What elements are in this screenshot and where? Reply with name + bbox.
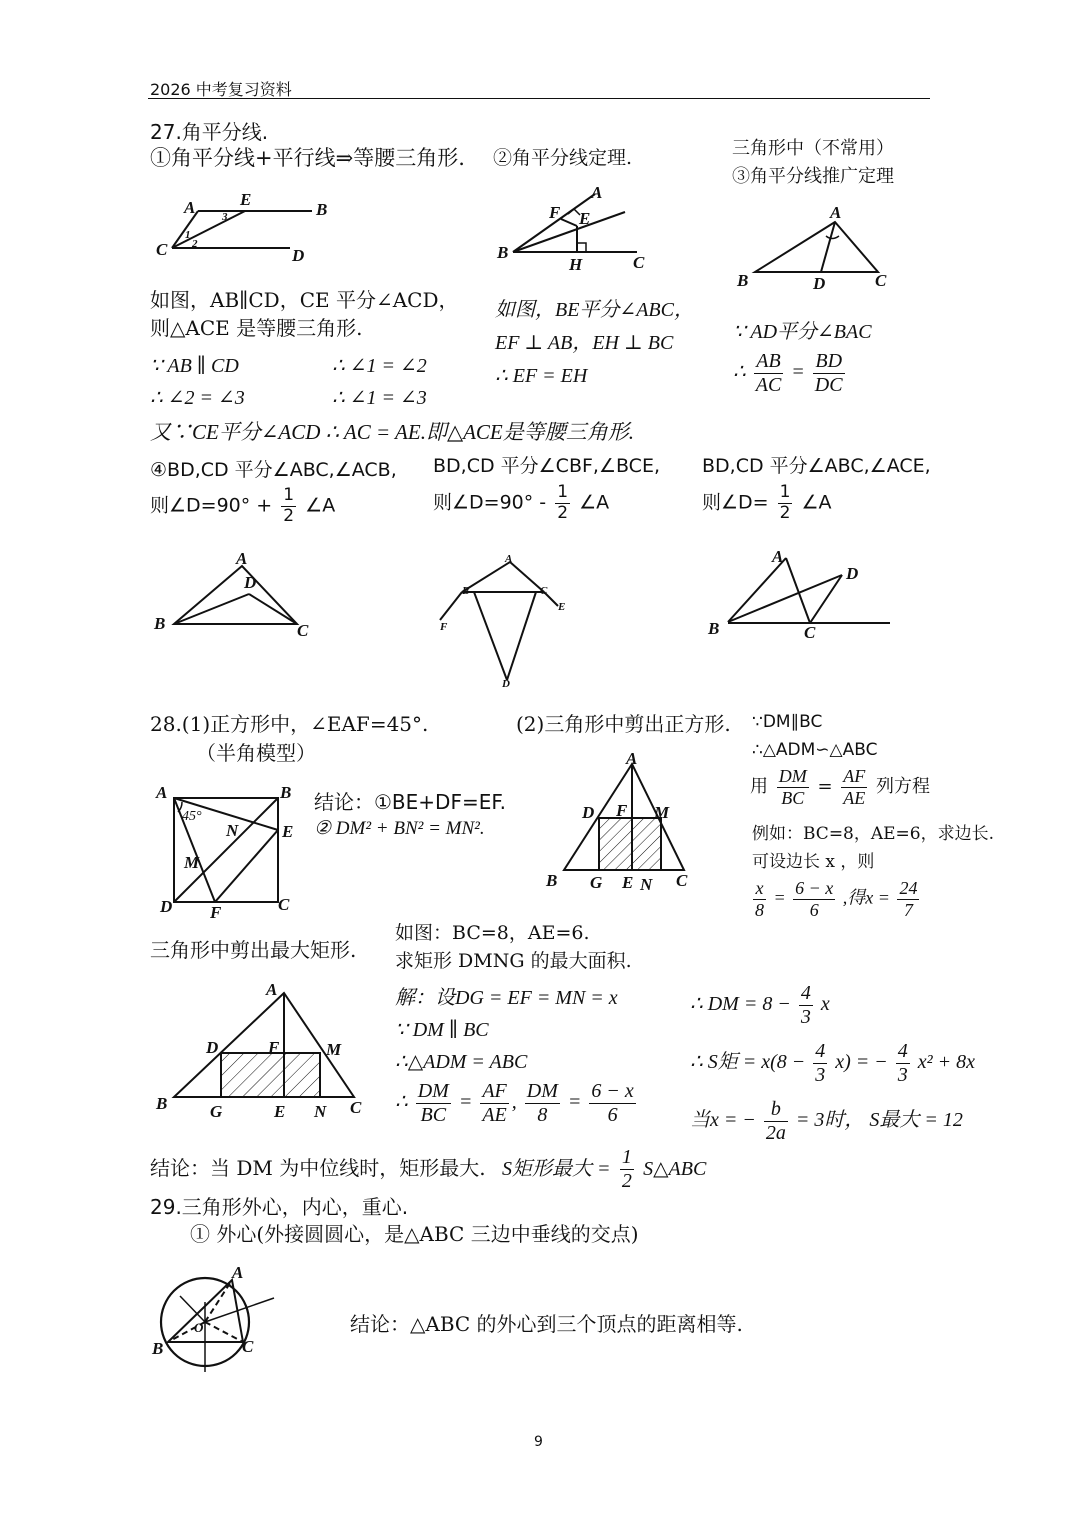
fig-28-2-label-C: C [676, 871, 688, 890]
s28-q2: 求矩形 DMNG 的最大面积. [395, 950, 632, 972]
s28-reason-2: ∴△ADM∽△ABC [752, 740, 878, 760]
s28-part2-title: (2)三角形中剪出正方形. [516, 712, 731, 736]
fig-27-4b-label-C: C [540, 585, 548, 597]
fig-28-1-label-deg: 45° [182, 809, 202, 824]
fig-28-3-label-N: N [314, 1102, 327, 1121]
fig-27-4a-label-A: A [236, 549, 248, 568]
fig-27-3-label-B: B [737, 271, 749, 290]
s27-part4-b-line2: 则∠D=90° - $\frac{1}{2}$ ∠A [433, 482, 610, 523]
s27-part4-c-line1: BD,CD 平分∠ABC,∠ACE, [702, 455, 931, 477]
fig-27-4a-label-B: B [154, 614, 166, 633]
fig-27-4c-label-D: D [846, 564, 859, 583]
fig-27-4b-label-B: B [462, 585, 470, 597]
s27-part4-a-line2: 则∠D=90° + $\frac{1}{2}$ ∠A [150, 485, 336, 526]
fig-28-3-label-D: D [206, 1038, 219, 1057]
fig-28-2-label-E: E [622, 873, 634, 892]
fig-27-4c-label-A: A [772, 547, 784, 566]
s27-part3-note: 三角形中（不常用） [732, 138, 894, 159]
fig-28-2-label-D: D [582, 803, 595, 822]
s28-reason-3: 用 $\frac{DM}{BC}$ = $\frac{AF}{AE}$ 列方程 [750, 766, 931, 808]
fig-28-3-label-F: F [268, 1038, 280, 1057]
s27-part2-title: ②角平分线定理. [493, 147, 633, 169]
fig-27-bisector-ratio [735, 200, 900, 295]
s28-reason-1: ∵DM∥BC [752, 712, 823, 732]
fig-28-2-label-G: G [590, 873, 603, 892]
fig-28-1-label-C: C [278, 895, 290, 914]
fig-27-4b-label-F: F [440, 621, 448, 633]
s29-heading: 29.三角形外心，内心，重心. [150, 1195, 409, 1219]
fig-27-4c-label-C: C [804, 623, 816, 642]
s28-reason-5: 可设边长 x ，则 [752, 852, 875, 872]
s27-part3-ratio: ∴ $\frac{AB}{AC}$ = $\frac{BD}{DC}$ [733, 350, 843, 396]
s28-conclusion-label: 结论：①BE+DF=EF. [314, 790, 506, 814]
fig-28-1-label-A: A [156, 783, 168, 802]
s28-step-2: ∴ S矩 = x(8 − $\frac{4}{3}$ x) = − $\frac{4}{3}$ x² + 8x [690, 1040, 976, 1086]
s28-final-conclusion: 结论：当 DM 为中位线时，矩形最大. S矩形最大 = $\frac{1}{2}$ S△ABC [150, 1146, 707, 1192]
fig-28-1-label-F: F [210, 903, 222, 922]
fig-28-half-angle-square [150, 780, 310, 920]
s27-part4-b-line1: BD,CD 平分∠CBF,∠BCE, [433, 455, 660, 477]
fig-27-3-label-A: A [830, 203, 842, 222]
s27-part4-c-line2: 则∠D= $\frac{1}{2}$ ∠A [702, 482, 832, 523]
fig-27-1-label-3: 3 [222, 211, 228, 223]
fig-28-3-label-E: E [274, 1102, 286, 1121]
fig-27-1-label-E: E [240, 190, 252, 209]
fraction-ab-ac: $\frac{AB}{AC}$ [755, 350, 782, 396]
s27-part3-line1: ∵ AD平分∠BAC [733, 321, 872, 343]
s29-item-1: ① 外心(外接圆圆心，是△ABC 三边中垂线的交点) [190, 1222, 639, 1246]
fig-28-2-label-B: B [546, 871, 558, 890]
s27-part2-line2: EF ⊥ AB，EH ⊥ BC [495, 332, 674, 354]
s28-reason-4: 例如：BC=8，AE=6，求边长. [752, 824, 995, 844]
fig-27-2-label-H: H [569, 255, 583, 274]
fig-29-circumcenter [150, 1262, 290, 1377]
fig-27-4a-label-C: C [297, 621, 309, 640]
fig-27-1-label-C: C [156, 240, 168, 259]
fig-28-1-label-M: M [184, 853, 200, 872]
fig-28-1-label-D: D [160, 897, 173, 916]
fig-28-1-label-B: B [280, 783, 292, 802]
fig-28-3-label-C: C [350, 1098, 362, 1117]
s27-part2-line3: ∴ EF = EH [495, 365, 588, 387]
s28-part3-title: 三角形中剪出最大矩形. [150, 938, 357, 962]
fig-27-external-bisectors [432, 550, 572, 690]
fig-27-parallel-bisector [150, 185, 330, 270]
fig-28-2-label-A: A [626, 749, 638, 768]
fig-27-bisector-theorem [495, 182, 665, 274]
fig-27-1-label-2: 2 [192, 238, 198, 250]
fig-28-2-label-M: M [654, 803, 670, 822]
fig-28-2-label-N: N [640, 875, 653, 894]
fig-27-3-label-D: D [813, 274, 826, 293]
s27-part1-text1: 如图，AB∥CD，CE 平分∠ACD， [150, 288, 459, 312]
s28-solution-2: ∵ DM ∥ BC [395, 1019, 489, 1041]
fig-27-1-label-A: A [184, 198, 196, 217]
fig-28-rectangle-in-triangle [152, 975, 377, 1125]
fig-27-3-label-C: C [875, 271, 887, 290]
fig-28-3-label-G: G [210, 1102, 223, 1121]
fig-28-square-in-triangle [542, 750, 702, 895]
s28-step-1: ∴ DM = 8 − $\frac{4}{3}$ x [690, 982, 830, 1028]
fig-29-label-B: B [152, 1339, 164, 1358]
s27-part1-text2: 则△ACE 是等腰三角形. [150, 316, 363, 340]
s27-part2-line1: 如图，BE平分∠ABC， [495, 299, 694, 321]
fig-28-2-label-F: F [616, 801, 628, 820]
page-number: 9 [534, 1434, 543, 1450]
fig-28-3-label-M: M [326, 1040, 342, 1059]
fig-27-2-label-B: B [497, 243, 509, 262]
s28-solution-3: ∴△ADM = ABC [395, 1051, 528, 1073]
fig-27-2-label-E: E [579, 209, 591, 228]
s28-reason-6: $\frac{x}{8}$ = $\frac{6 - x}{6}$ ,得x = $\frac{24}{7}$ [755, 878, 918, 920]
fig-27-4c-label-B: B [708, 619, 720, 638]
s28-solution-1: 解：设DG = EF = MN = x [395, 987, 618, 1009]
fig-27-1-label-D: D [292, 246, 305, 265]
fig-27-internal-bisectors [152, 549, 322, 642]
header-title: 2026 中考复习资料 [150, 80, 292, 99]
s27-part3-title: ③角平分线推广定理 [732, 166, 894, 187]
s28-step-3: 当x = − $\frac{b}{2a}$ = 3时， S最大 = 12 [690, 1098, 963, 1144]
fig-27-4b-label-D: D [502, 678, 510, 690]
s28-solution-4: ∴ $\frac{DM}{BC}$ = $\frac{AF}{AE}$ , $\frac{DM}{8}$ = $\frac{6 - x}{6}$ [395, 1080, 634, 1126]
s29-conclusion: 结论：△ABC 的外心到三个顶点的距离相等. [350, 1312, 743, 1336]
fig-27-1-label-1: 1 [185, 229, 191, 241]
fig-27-4b-label-E: E [558, 601, 566, 613]
fig-28-3-label-B: B [156, 1094, 168, 1113]
s27-part1-proof-5: 又∵CE平分∠ACD ∴ AC = AE.即△ACE是等腰三角形. [150, 420, 635, 444]
fig-27-mixed-bisectors [706, 547, 896, 642]
fig-28-1-label-N: N [226, 821, 239, 840]
s27-part1-proof-4: ∴ ∠1 = ∠3 [332, 387, 427, 409]
fig-27-4b-label-A: A [505, 553, 513, 565]
s28-part1-title: 28.(1)正方形中，∠EAF=45°. [150, 712, 429, 736]
fig-27-1-label-B: B [316, 200, 328, 219]
s27-heading: 27.角平分线. [150, 120, 269, 144]
fig-29-label-A: A [232, 1263, 244, 1282]
s27-part1-proof-3: ∴ ∠2 = ∠3 [150, 387, 245, 409]
fig-27-2-label-C: C [633, 253, 645, 272]
header-rule [148, 98, 930, 99]
s27-part1-proof-2: ∴ ∠1 = ∠2 [332, 355, 427, 377]
therefore-symbol: ∴ [733, 361, 746, 384]
fig-27-2-label-F: F [549, 203, 561, 222]
fig-29-label-C: C [242, 1337, 254, 1356]
fig-27-4a-label-D: D [244, 573, 257, 592]
fraction-bd-dc: $\frac{BD}{DC}$ [814, 350, 843, 396]
s28-part1-sub: （半角模型） [196, 741, 316, 765]
fig-27-2-label-A: A [591, 183, 603, 202]
s27-part1-title: ①角平分线+平行线⇒等腰三角形. [150, 146, 465, 170]
s27-part1-proof-1: ∵ AB ∥ CD [150, 355, 239, 377]
s28-q1: 如图：BC=8，AE=6. [395, 922, 590, 944]
s28-conclusion-2: ② DM² + BN² = MN². [314, 818, 485, 839]
fig-28-1-label-E: E [282, 822, 294, 841]
fig-28-3-label-A: A [266, 980, 278, 999]
fig-29-label-O: O [194, 1320, 204, 1335]
s27-part4-a-line1: ④BD,CD 平分∠ABC,∠ACB, [150, 459, 397, 481]
